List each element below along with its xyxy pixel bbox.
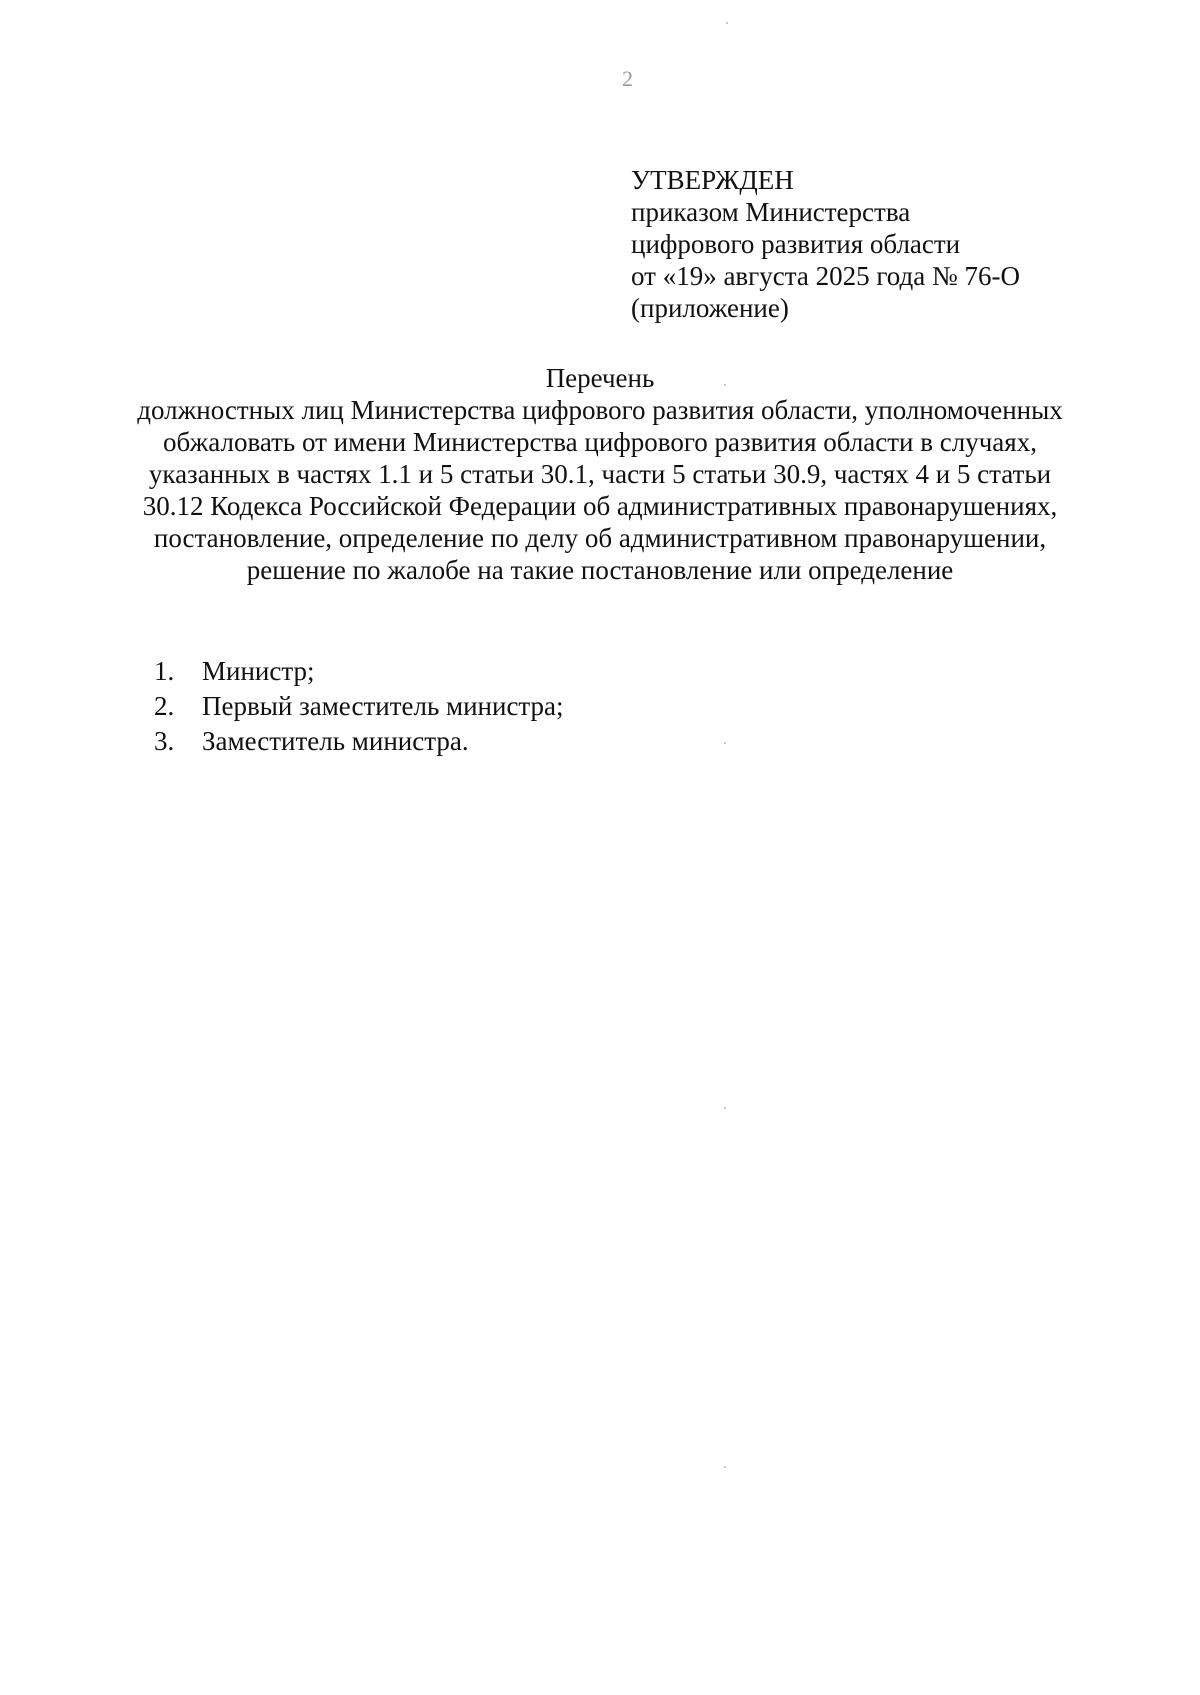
heading-line: указанных в частях 1.1 и 5 статьи 30.1, части 5 статьи 30.9, частях 4 и 5 статьи xyxy=(148,459,1052,489)
list-item xyxy=(154,689,564,724)
approval-line: (приложение) xyxy=(631,293,789,323)
list-item-text: Первый заместитель министра; xyxy=(202,691,564,721)
document-heading xyxy=(120,362,1080,586)
heading-line: постановление, определение по делу об административном правонарушении, xyxy=(153,523,1047,553)
approval-title: УТВЕРЖДЕН xyxy=(631,165,794,195)
scan-artifact xyxy=(726,22,728,24)
heading-line: обжаловать от имени Министерства цифрового развития области в случаях, xyxy=(163,427,1037,457)
heading-line: решение по жалобе на такие постановление или определение xyxy=(246,555,954,585)
list-item xyxy=(154,724,564,759)
list-item-text: Министр; xyxy=(202,656,315,686)
heading-line: должностных лиц Министерства цифрового развития области, уполномоченных xyxy=(137,395,1063,425)
scan-artifact xyxy=(724,1107,726,1109)
scan-artifact xyxy=(724,742,726,744)
heading-line: 30.12 Кодекса Российской Федерации об административных правонарушениях, xyxy=(142,491,1058,521)
list-item-number: 3. xyxy=(154,726,175,756)
list-item-number: 2. xyxy=(154,691,175,721)
approval-line: цифрового развития области xyxy=(631,229,961,259)
scan-artifact xyxy=(724,1466,726,1468)
approval-line: от «19» августа 2025 года № 76-О xyxy=(631,261,1020,291)
approval-stamp-block xyxy=(631,164,1020,324)
heading-title: Перечень xyxy=(545,363,655,393)
list-item xyxy=(154,654,564,689)
list-item-text: Заместитель министра. xyxy=(202,726,469,756)
positions-list xyxy=(154,654,564,759)
scan-artifact xyxy=(724,384,726,386)
page-number: 2 xyxy=(622,66,633,91)
approval-line: приказом Министерства xyxy=(631,197,911,227)
list-item-number: 1. xyxy=(154,656,175,686)
